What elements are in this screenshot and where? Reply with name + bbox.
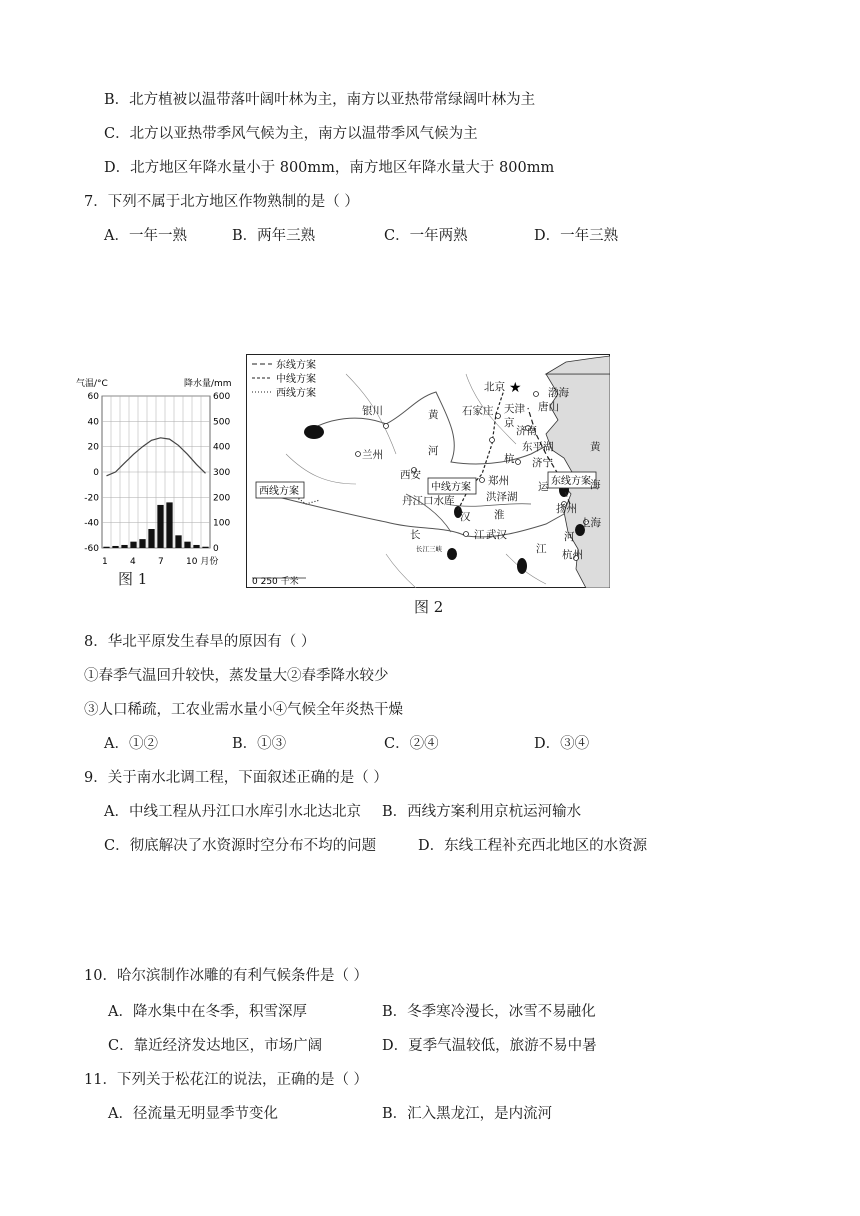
- label-lanzhou: 兰州: [362, 449, 383, 461]
- label-sanxia: 长江三峡: [416, 545, 442, 553]
- qinghai-lake: [304, 425, 324, 439]
- q10-stem: 10．哈尔滨制作冰雕的有利气候条件是（ ）: [84, 968, 369, 984]
- fig1-temp-axis-title: 气温/°C: [76, 379, 108, 389]
- fig1-month-tick: 7: [158, 557, 164, 567]
- q11-stem: 11．下列关于松花江的说法，正确的是（ ）: [84, 1072, 369, 1088]
- legend-middle-route: 中线方案: [276, 374, 316, 385]
- label-wuhan: 武汉: [486, 529, 507, 541]
- label-yun: 运: [538, 481, 549, 493]
- q7-option-d: D．一年三熟: [534, 228, 619, 244]
- label-jiang-1: 江: [474, 529, 485, 541]
- fig1-precip-bar: [121, 545, 127, 548]
- fig1-precip-tick: 600: [213, 392, 231, 402]
- east-route-box: 东线方案: [551, 476, 591, 487]
- q8-option-a: A．①②: [104, 736, 158, 752]
- q7-stem: 7．下列不属于北方地区作物熟制的是（ ）: [84, 194, 359, 210]
- q8-stem: 8．华北平原发生春旱的原因有（ ）: [84, 634, 316, 650]
- label-hangzhou: 杭州: [562, 549, 583, 561]
- fig1-precip-bar: [139, 539, 145, 548]
- q7-option-a: A．一年一熟: [104, 228, 187, 244]
- q9-option-b: B．西线方案利用京杭运河输水: [382, 804, 582, 820]
- fig1-precip-axis-title: 降水量/mm: [184, 379, 232, 389]
- q10-option-a: A．降水集中在冬季，积雪深厚: [108, 1004, 307, 1020]
- fig1-precip-bar: [166, 502, 172, 548]
- q11-option-a: A．径流量无明显季节变化: [108, 1106, 278, 1122]
- figure1-climate-chart: [74, 376, 244, 576]
- poyang-lake: [517, 558, 527, 574]
- label-han: 汉: [460, 511, 471, 523]
- q10-option-d: D．夏季气温较低，旅游不易中暑: [382, 1038, 597, 1054]
- q10-option-c: C．靠近经济发达地区，市场广阔: [108, 1038, 323, 1054]
- q7-option-c: C．一年两熟: [384, 228, 468, 244]
- fig1-temp-tick: 40: [87, 417, 99, 428]
- figure2-water-diversion-map: [246, 354, 610, 588]
- label-yangzhou: 扬州: [556, 503, 577, 515]
- fig1-temp-tick: 60: [87, 392, 99, 402]
- fig1-precip-tick: 200: [213, 493, 231, 504]
- q8-statements-2: ③人口稀疏，工农业需水量小④气候全年炎热干燥: [84, 702, 403, 718]
- label-jing: 京: [504, 417, 515, 429]
- fig1-precip-tick: 500: [213, 417, 231, 428]
- fig1-temp-tick: -60: [84, 544, 99, 554]
- q10-option-b: B．冬季寒冷漫长，冰雪不易融化: [382, 1004, 596, 1020]
- fig1-month-tick: 10 月份: [186, 557, 219, 567]
- q8-option-c: C．②④: [384, 736, 439, 752]
- fig1-precip-bar: [148, 529, 154, 548]
- label-jinan: 济南: [516, 425, 537, 437]
- fig1-precip-bar: [130, 542, 136, 548]
- dongting-lake: [447, 548, 457, 560]
- q9-option-a: A．中线工程从丹江口水库引水北达北京: [104, 804, 361, 820]
- fig1-precip-tick: 100: [213, 518, 231, 529]
- q11-option-b: B．汇入黑龙江，是内流河: [382, 1106, 553, 1122]
- label-yellow-river-2: 河: [428, 445, 439, 457]
- map-scale: 0 250 千米: [252, 577, 299, 587]
- fig1-temp-tick: 0: [93, 468, 99, 478]
- fig1-precip-bar: [103, 547, 109, 548]
- fig1-temp-tick: -20: [84, 493, 99, 504]
- figure2-label: 图 2: [414, 598, 444, 616]
- middle-route-box: 中线方案: [431, 482, 471, 493]
- label-beijing: 北京: [484, 381, 505, 393]
- fig1-precip-bar: [184, 542, 190, 548]
- fig1-precip-bar: [157, 505, 163, 548]
- fig1-precip-tick: 0: [213, 544, 219, 554]
- label-jining: 济宁: [532, 457, 553, 469]
- fig1-precip-bar: [175, 535, 181, 548]
- legend-west-route: 西线方案: [276, 388, 316, 399]
- q6-option-b: B．北方植被以温带落叶阔叶林为主，南方以亚热带常绿阔叶林为主: [104, 92, 536, 108]
- q8-option-d: D．③④: [534, 736, 590, 752]
- label-zhengzhou: 郑州: [488, 475, 509, 487]
- fig1-precip-bar: [112, 546, 118, 548]
- label-huang-sea: 黄: [590, 441, 601, 453]
- label-xian: 西安: [400, 469, 421, 481]
- label-jiang-2: 江: [536, 543, 547, 555]
- label-dongpinghu: 东平湖: [522, 441, 554, 453]
- legend-east-route: 东线方案: [276, 360, 316, 371]
- q7-option-b: B．两年三熟: [232, 228, 316, 244]
- q6-option-c: C．北方以亚热带季风气候为主，南方以温带季风气候为主: [104, 126, 478, 142]
- fig1-precip-tick: 400: [213, 442, 231, 453]
- fig1-precip-tick: 300: [213, 468, 231, 478]
- q9-option-d: D．东线工程补充西北地区的水资源: [418, 838, 648, 854]
- label-danjiangkou: 丹江口水库: [402, 495, 455, 507]
- label-he: 河: [564, 531, 575, 543]
- west-route-box: 西线方案: [259, 486, 299, 497]
- q6-option-d: D．北方地区年降水量小于 800mm，南方地区年降水量大于 800mm: [104, 160, 555, 176]
- label-tianjin: 天津: [504, 403, 525, 415]
- label-tangshan: 唐山: [538, 401, 559, 413]
- fig1-precip-bar: [202, 547, 208, 548]
- label-hongzehu: 洪泽湖: [486, 491, 518, 503]
- q9-stem: 9．关于南水北调工程，下面叙述正确的是（ ）: [84, 770, 388, 786]
- fig1-month-tick: 4: [130, 557, 136, 567]
- figure1-label: 图 1: [118, 570, 148, 588]
- fig1-month-tick: 1: [102, 557, 108, 567]
- label-huai: 淮: [494, 509, 505, 521]
- q8-option-b: B．①③: [232, 736, 287, 752]
- label-shijiazhuang: 石家庄: [462, 405, 494, 417]
- label-hang: 杭: [504, 453, 515, 465]
- q8-statements-1: ①春季气温回升较快，蒸发量大②春季降水较少: [84, 668, 389, 684]
- fig1-precip-bar: [193, 545, 199, 548]
- label-yinchuan: 银川: [362, 405, 383, 417]
- fig1-temp-tick: 20: [87, 442, 99, 453]
- fig1-temp-tick: -40: [84, 518, 99, 529]
- label-bohai: 渤海: [548, 387, 569, 399]
- label-shanghai: 上海: [580, 517, 601, 529]
- beijing-star: ★: [509, 380, 522, 396]
- label-hai: 海: [590, 479, 601, 491]
- label-chang: 长: [410, 529, 421, 541]
- label-yellow-river-1: 黄: [428, 409, 439, 421]
- q9-option-c: C．彻底解决了水资源时空分布不均的问题: [104, 838, 377, 854]
